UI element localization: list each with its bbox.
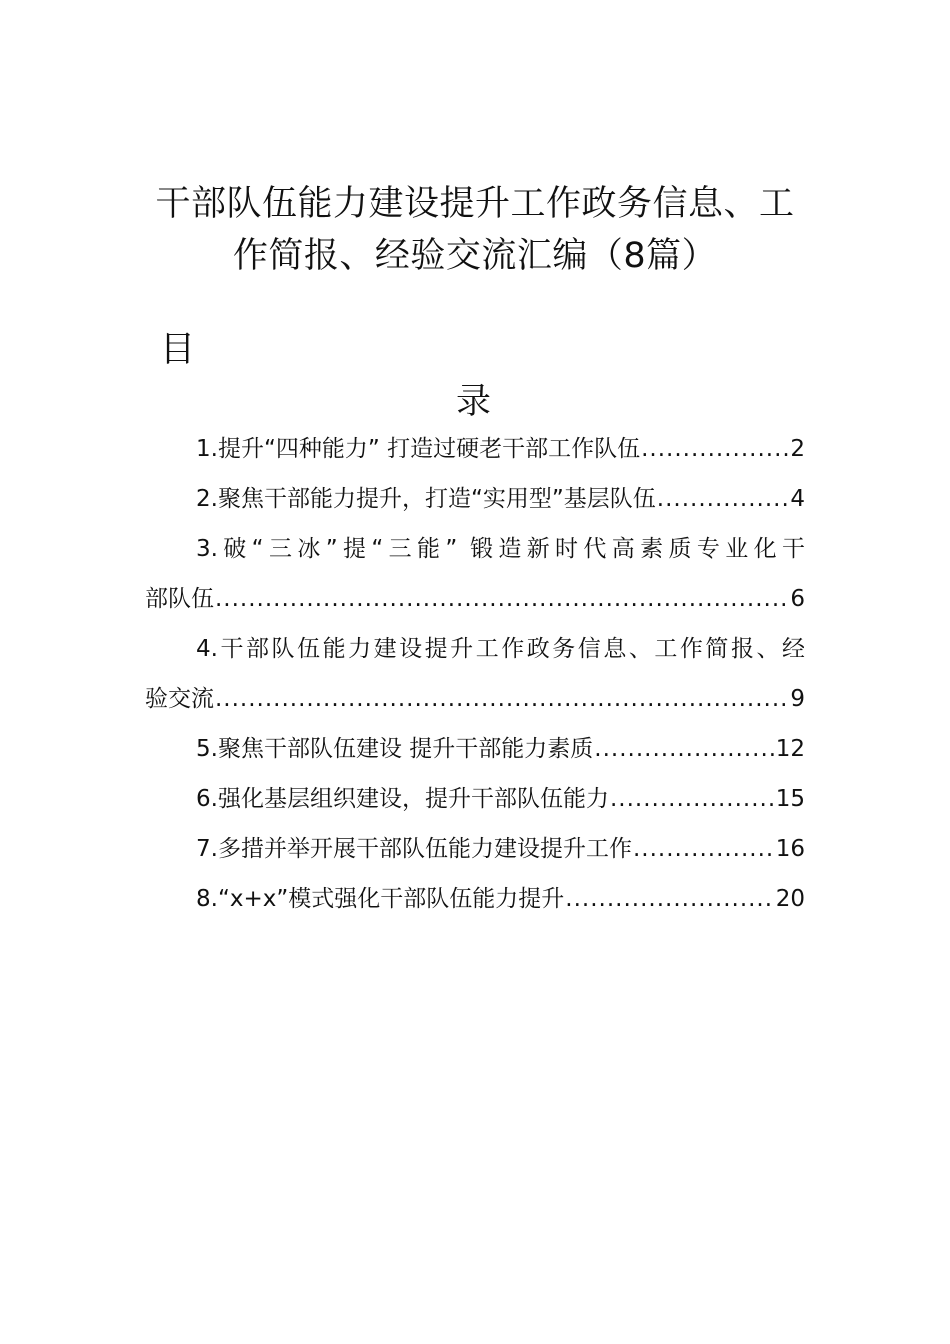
toc-leader-dots [565, 874, 774, 924]
toc-entry-6[interactable] [145, 774, 805, 824]
toc-entry-title-line1: 3.破“三冰”提“三能” 锻造新时代高素质专业化干 [196, 536, 805, 562]
toc-leader-dots [641, 424, 789, 474]
toc-entry-page: 9 [790, 686, 805, 712]
toc-entry-page: 4 [790, 486, 805, 512]
toc-leader-dots [633, 824, 775, 874]
toc-entry-page: 16 [775, 836, 805, 862]
toc-entry-title-line2: 部队伍 [145, 586, 214, 612]
toc-entry-title: 2.聚焦干部能力提升，打造“实用型”基层队伍 [196, 486, 656, 512]
toc-leader-dots [610, 774, 775, 824]
toc-heading-part1: 目 [160, 330, 196, 370]
toc-entry-4[interactable] [145, 624, 805, 724]
toc-entry-2[interactable] [145, 474, 805, 524]
toc-entry-title-line2: 验交流 [145, 686, 214, 712]
toc-entry-title: 1.提升“四种能力” 打造过硬老干部工作队伍 [196, 436, 641, 462]
toc-entry-title: 5.聚焦干部队伍建设 提升干部能力素质 [196, 736, 594, 762]
toc-entry-title: 6.强化基层组织建设，提升干部队伍能力 [196, 786, 609, 812]
toc-entry-page: 15 [775, 786, 805, 812]
toc-entry-title: 8.“x+x”模式强化干部队伍能力提升 [196, 886, 565, 912]
document-title: 干部队伍能力建设提升工作政务信息、工作简报、经验交流汇编（8篇） [155, 184, 795, 276]
toc-entry-5[interactable] [145, 724, 805, 774]
toc-entry-page: 2 [790, 436, 805, 462]
toc-entry-page: 6 [790, 586, 805, 612]
toc-leader-dots [657, 474, 790, 524]
toc-entry-1[interactable] [145, 424, 805, 474]
toc-leader-dots [215, 574, 789, 624]
toc-heading-part2: 录 [456, 382, 492, 422]
toc-entry-3[interactable] [145, 524, 805, 624]
toc-entry-8[interactable] [145, 874, 805, 924]
toc-leader-dots [594, 724, 774, 774]
table-of-contents [145, 424, 805, 924]
toc-leader-dots [215, 674, 789, 724]
toc-entry-7[interactable] [145, 824, 805, 874]
toc-entry-title-line1: 4.干部队伍能力建设提升工作政务信息、工作简报、经 [196, 636, 805, 662]
toc-entry-title: 7.多措并举开展干部队伍能力建设提升工作 [196, 836, 632, 862]
toc-entry-page: 12 [775, 736, 805, 762]
toc-entry-page: 20 [775, 886, 805, 912]
